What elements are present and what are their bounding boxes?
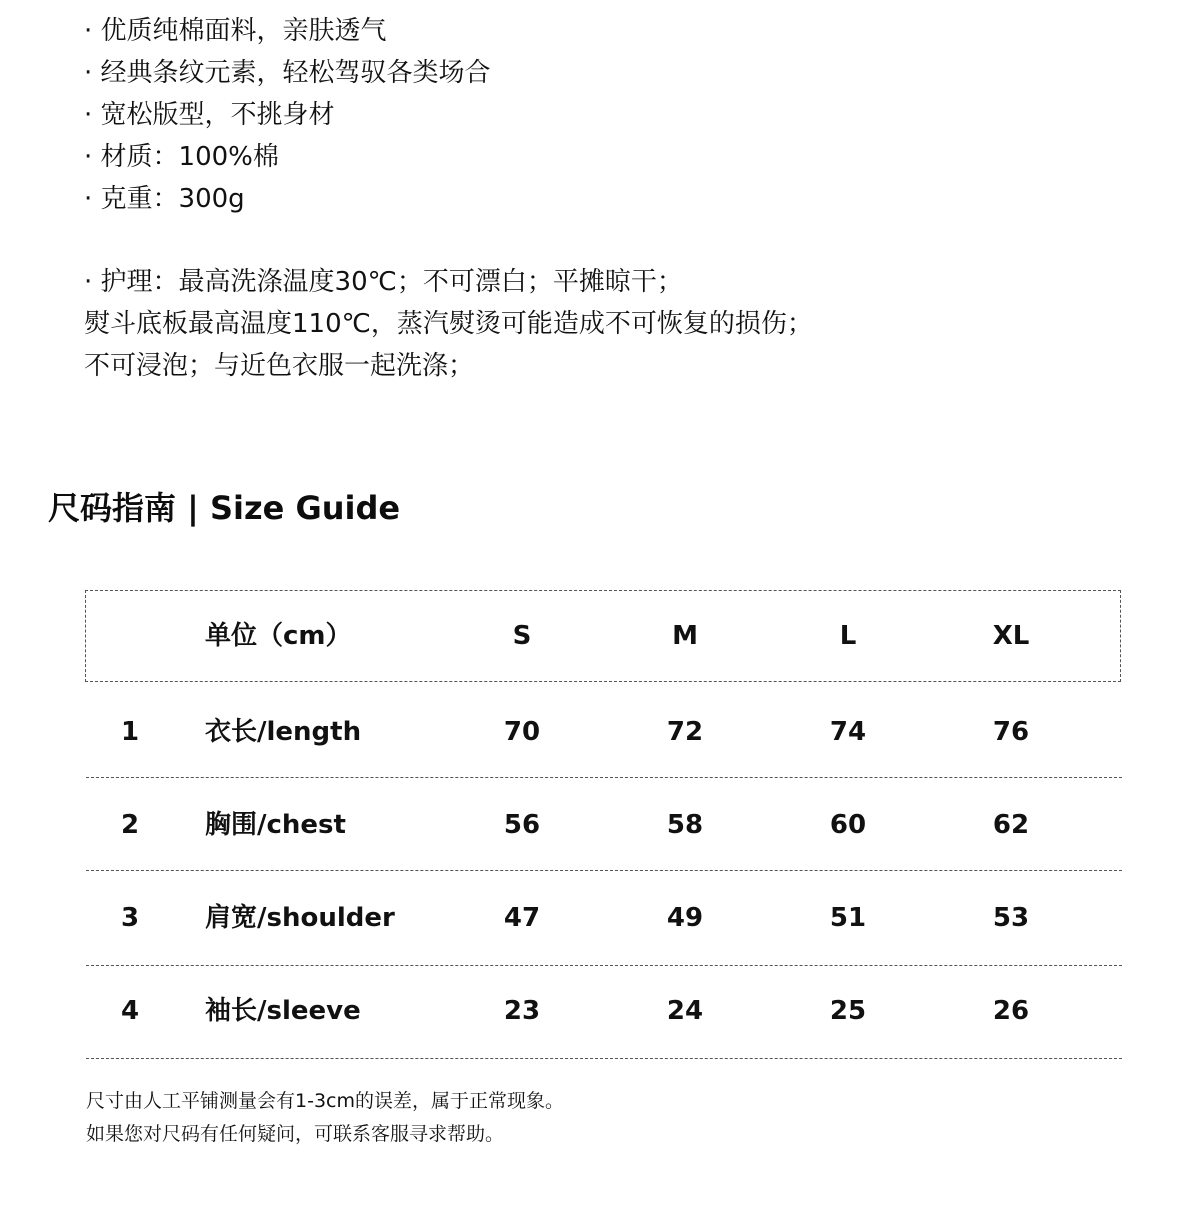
- size-value: 25: [829, 996, 867, 1026]
- size-value: 23: [503, 996, 541, 1026]
- care-instructions: [84, 261, 813, 387]
- feature-item: · 材质：100%棉: [84, 142, 279, 172]
- size-value: 70: [503, 717, 541, 747]
- size-value: 62: [992, 810, 1030, 840]
- unit-header: 单位（cm）: [205, 621, 352, 651]
- row-divider: [86, 777, 1122, 778]
- size-value: 72: [666, 717, 704, 747]
- size-value: 49: [666, 903, 704, 933]
- feature-list: [84, 10, 491, 220]
- size-value: 56: [503, 810, 541, 840]
- size-notes: [86, 1085, 564, 1151]
- row-divider: [86, 965, 1122, 966]
- row-number: 3: [121, 903, 140, 933]
- care-line: · 护理：最高洗涤温度30℃；不可漂白；平摊晾干；: [84, 267, 683, 297]
- size-value: 76: [992, 717, 1030, 747]
- size-value: 24: [666, 996, 704, 1026]
- size-value: 58: [666, 810, 704, 840]
- size-value: 47: [503, 903, 541, 933]
- measure-name: 胸围/chest: [205, 810, 346, 840]
- size-header-xl: XL: [992, 621, 1030, 651]
- care-line: 不可浸泡；与近色衣服一起洗涤；: [84, 351, 475, 381]
- size-value: 26: [992, 996, 1030, 1026]
- row-number: 2: [121, 810, 140, 840]
- size-value: 74: [829, 717, 867, 747]
- row-divider: [86, 870, 1122, 871]
- row-number: 4: [121, 996, 140, 1026]
- row-divider: [86, 1058, 1122, 1059]
- size-header-m: M: [672, 621, 698, 651]
- care-line: 熨斗底板最高温度110℃，蒸汽熨烫可能造成不可恢复的损伤；: [84, 309, 813, 339]
- measure-name: 肩宽/shoulder: [205, 903, 395, 933]
- feature-item: · 优质纯棉面料，亲肤透气: [84, 16, 387, 46]
- note-line: 如果您对尺码有任何疑问，可联系客服寻求帮助。: [86, 1123, 505, 1145]
- size-header-s: S: [512, 621, 532, 651]
- measure-name: 衣长/length: [205, 717, 362, 747]
- feature-item: · 宽松版型，不挑身材: [84, 100, 335, 130]
- size-guide-title: 尺码指南 | Size Guide: [48, 489, 401, 527]
- feature-item: · 经典条纹元素，轻松驾驭各类场合: [84, 58, 491, 88]
- size-header-l: L: [839, 621, 857, 651]
- size-value: 53: [992, 903, 1030, 933]
- size-value: 51: [829, 903, 867, 933]
- row-number: 1: [121, 717, 140, 747]
- feature-item: · 克重：300g: [84, 184, 245, 214]
- measure-name: 袖长/sleeve: [205, 996, 361, 1026]
- size-value: 60: [829, 810, 867, 840]
- note-line: 尺寸由人工平铺测量会有1-3cm的误差，属于正常现象。: [86, 1090, 564, 1112]
